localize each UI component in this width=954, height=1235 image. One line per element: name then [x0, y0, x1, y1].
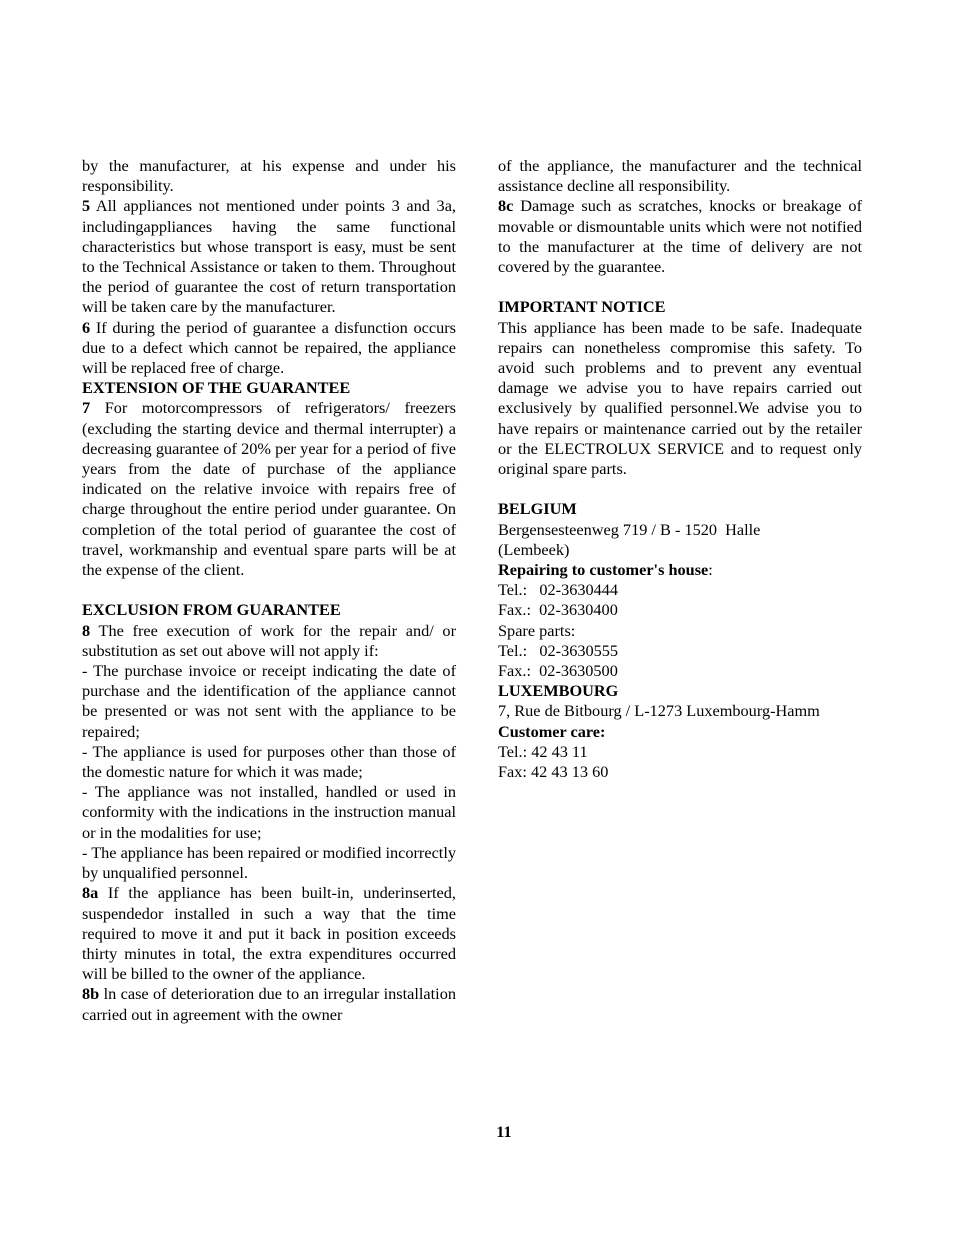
clause-text: If the appliance has been built-in, underinserted, suspendedor installed in such a way that the time required to move it and put it back in position exceeds thirty minutes in total, the extra expenditures occurred will be billed to the owner of the appliance. — [82, 883, 456, 984]
clause-8c — [498, 196, 862, 277]
repair-fax: Fax.: 02-3630400 — [498, 600, 618, 620]
repair-tel: Tel.: 02-3630444 — [498, 580, 619, 600]
spare-parts-tel: Tel.: 02-3630555 — [498, 640, 619, 660]
clause-text: Damage such as scratches, knocks or breakage of movable or dismountable units which were not notified to the manufacturer at the time of delivery are not covered by the guarantee. — [498, 196, 862, 277]
repair-label-colon: : — [708, 560, 713, 580]
belgium-address-line: (Lembeek) — [498, 539, 570, 559]
clause-text: ln case of deterioration due to an irregular installation carried out in agreement with the owner — [82, 984, 456, 1024]
clause-5 — [82, 196, 456, 317]
spare-parts-fax: Fax.: 02-3630500 — [498, 661, 618, 681]
clause-number: 5 — [82, 196, 91, 216]
clause-text: All appliances not mentioned under points 3 and 3a, includingappliances having the same functional characteristics but whose transport is easy, must be sent to the Technical Assistance or taken to them. Throughout the period of guarantee the cost of return transportation will be taken care by the manufacturer. — [82, 196, 456, 317]
belgium-address-line: Bergensesteenweg 719 / B - 1520 Halle — [498, 519, 761, 539]
page-number: 11 — [496, 1122, 512, 1141]
spacer — [498, 479, 862, 499]
left-column — [82, 156, 456, 1025]
exclusion-heading: EXCLUSION FROM GUARANTEE — [82, 600, 341, 620]
clause-8 — [82, 621, 456, 661]
clause-text: For motorcompressors of refrigerators/ freezers (excluding the starting device and thermal interrupter) a decreasing guarantee of 20% per year for a period of five years from the date of purchase of the appliance indicated on the relative invoice with repairs free of charge throughout the entire period under guarantee. On completion of the total period of guarantee the cost of travel, workmanship and eventual spare parts will be at the expense of the client. — [82, 398, 456, 580]
customer-care-tel: Tel.: 42 43 11 — [498, 741, 588, 761]
clause-number: 8 — [82, 620, 91, 640]
spacer — [498, 277, 862, 297]
clause-7 — [82, 398, 456, 580]
clause-8b — [82, 984, 456, 1024]
spacer — [82, 580, 456, 600]
luxembourg-heading: LUXEMBOURG — [498, 681, 619, 701]
extension-heading: EXTENSION OF THE GUARANTEE — [82, 378, 351, 398]
repair-service-label — [498, 560, 862, 580]
notice-text: This appliance has been made to be safe. Inadequate repairs can nonetheless compromise this safety. To avoid such problems and to prevent any eventual damage we advise you to have repairs carried out exclusively by qualified personnel.We advise you to have repairs or maintenance carried out by the retailer or the ELECTROLUX SERVICE and to request only original spare parts. — [498, 317, 862, 479]
customer-care-label: Customer care: — [498, 721, 606, 741]
repair-label-text: Repairing to customer's house — [498, 560, 709, 580]
customer-care-fax: Fax: 42 43 13 60 — [498, 762, 609, 782]
luxembourg-address: 7, Rue de Bitbourg / L-1273 Luxembourg-Hamm — [498, 701, 820, 721]
luxembourg-contact — [498, 681, 862, 782]
belgium-heading: BELGIUM — [498, 499, 577, 519]
exclusion-item: - The appliance is used for purposes other than those of the domestic nature for which it was made; — [82, 741, 456, 782]
belgium-contact — [498, 499, 862, 681]
clause-8a — [82, 883, 456, 984]
continued-paragraph: of the appliance, the manufacturer and the technical assistance decline all responsibility. — [498, 156, 862, 196]
clause-number: 8c — [498, 196, 514, 216]
exclusion-item: - The purchase invoice or receipt indicating the date of purchase and the identification of the appliance cannot be presented or was not sent with the appliance to be repaired; — [82, 661, 456, 741]
clause-number: 8a — [82, 883, 99, 903]
clause-text: If during the period of guarantee a disfunction occurs due to a defect which cannot be repaired, the appliance will be replaced free of charge. — [82, 317, 456, 378]
exclusion-item: - The appliance has been repaired or modified incorrectly by unqualified personnel. — [82, 842, 456, 883]
clause-number: 7 — [82, 398, 91, 418]
continued-paragraph: by the manufacturer, at his expense and under his responsibility. — [82, 156, 456, 196]
clause-6 — [82, 318, 456, 379]
spare-parts-label: Spare parts: — [498, 620, 576, 640]
clause-number: 8b — [82, 984, 100, 1004]
clause-number: 6 — [82, 317, 91, 337]
clause-text: The free execution of work for the repair and/ or substitution as set out above will not apply if: — [82, 620, 456, 660]
exclusion-item: - The appliance was not installed, handled or used in conformity with the indications in the instruction manual or in the modalities for use; — [82, 782, 456, 842]
notice-heading: IMPORTANT NOTICE — [498, 297, 666, 317]
right-column — [498, 156, 862, 782]
